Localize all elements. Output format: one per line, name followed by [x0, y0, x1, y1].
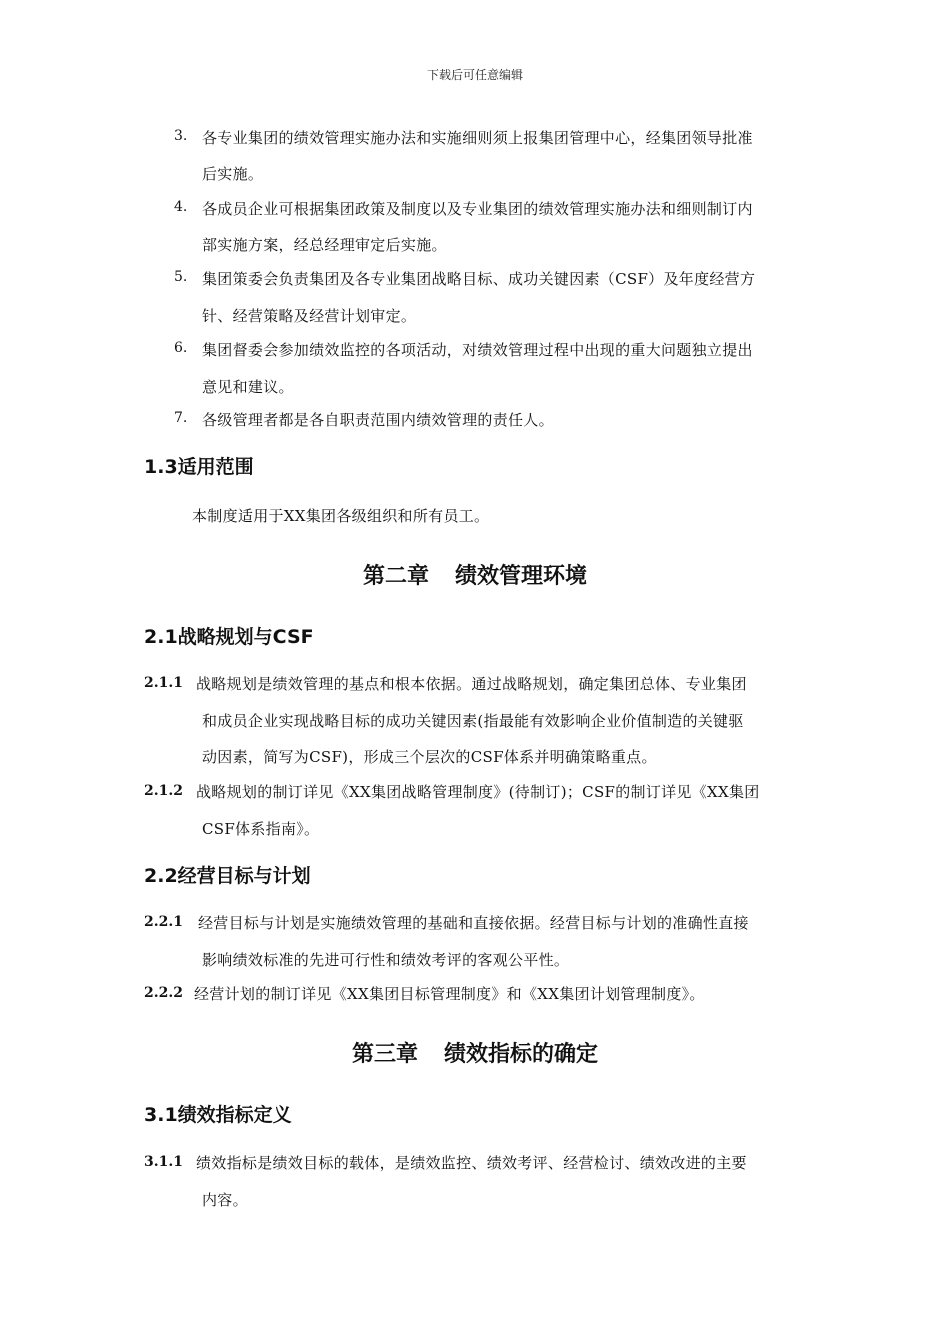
list-item-number: 5. [174, 269, 188, 285]
section-heading-2-2: 2.2经营目标与计划 [144, 865, 311, 887]
section-1-3-text: 本制度适用于XX集团各级组织和所有员工。 [192, 507, 490, 525]
item-2-1-1-text: 动因素，简写为CSF)，形成三个层次的CSF体系并明确策略重点。 [202, 748, 657, 766]
list-item-number: 6. [174, 340, 188, 356]
chapter-2-number: 第二章 [362, 564, 429, 589]
list-item-text: 各成员企业可根据集团政策及制度以及专业集团的绩效管理实施办法和细则制订内 [202, 200, 753, 218]
item-2-2-2-text: 经营计划的制订详见《XX集团目标管理制度》和《XX集团计划管理制度》。 [194, 985, 705, 1003]
list-item-text: 意见和建议。 [202, 378, 294, 396]
item-2-2-1-text: 经营目标与计划是实施绩效管理的基础和直接依据。经营目标与计划的准确性直接 [198, 914, 749, 932]
item-2-1-1-text: 和成员企业实现战略目标的成功关键因素(指最能有效影响企业价值制造的关键驱 [202, 712, 744, 730]
item-3-1-1-number: 3.1.1 [144, 1154, 183, 1170]
list-item-number: 7. [174, 410, 188, 426]
list-item-text: 针、经营策略及经营计划审定。 [202, 307, 417, 325]
item-2-2-2-number: 2.2.2 [144, 985, 183, 1001]
item-3-1-1-text: 内容。 [202, 1191, 248, 1209]
list-item-text: 后实施。 [202, 165, 264, 183]
item-2-1-2-text: CSF体系指南》。 [202, 820, 320, 838]
section-heading-2-1: 2.1战略规划与CSF [144, 626, 314, 648]
list-item-text: 集团策委会负责集团及各专业集团战略目标、成功关键因素（CSF）及年度经营方 [202, 270, 756, 288]
item-3-1-1-text: 绩效指标是绩效目标的载体，是绩效监控、绩效考评、经营检讨、绩效改进的主要 [196, 1154, 747, 1172]
chapter-2-heading [0, 559, 950, 590]
list-item-text: 集团督委会参加绩效监控的各项活动，对绩效管理过程中出现的重大问题独立提出 [202, 341, 753, 359]
chapter-3-title: 绩效指标的确定 [444, 1042, 599, 1067]
item-2-1-1-text: 战略规划是绩效管理的基点和根本依据。通过战略规划，确定集团总体、专业集团 [196, 675, 747, 693]
item-2-1-2-number: 2.1.2 [144, 783, 183, 799]
list-item-text: 各专业集团的绩效管理实施办法和实施细则须上报集团管理中心，经集团领导批准 [202, 129, 753, 147]
item-2-2-1-number: 2.2.1 [144, 914, 183, 930]
chapter-2-title: 绩效管理环境 [455, 564, 588, 589]
chapter-3-number: 第三章 [351, 1042, 418, 1067]
chapter-3-heading [0, 1037, 950, 1068]
item-2-1-2-text: 战略规划的制订详见《XX集团战略管理制度》(待制订)；CSF的制订详见《XX集团 [196, 783, 760, 801]
item-2-1-1-number: 2.1.1 [144, 675, 183, 691]
section-heading-3-1: 3.1绩效指标定义 [144, 1104, 292, 1126]
section-heading-1-3: 1.3适用范围 [144, 456, 254, 478]
list-item-text: 各级管理者都是各自职责范围内绩效管理的责任人。 [202, 411, 554, 429]
list-item-text: 部实施方案，经总经理审定后实施。 [202, 236, 447, 254]
list-item-number: 4. [174, 199, 188, 215]
item-2-2-1-text: 影响绩效标准的先进可行性和绩效考评的客观公平性。 [202, 951, 570, 969]
page-header: 下载后可任意编辑 [426, 68, 523, 82]
list-item-number: 3. [174, 128, 188, 144]
